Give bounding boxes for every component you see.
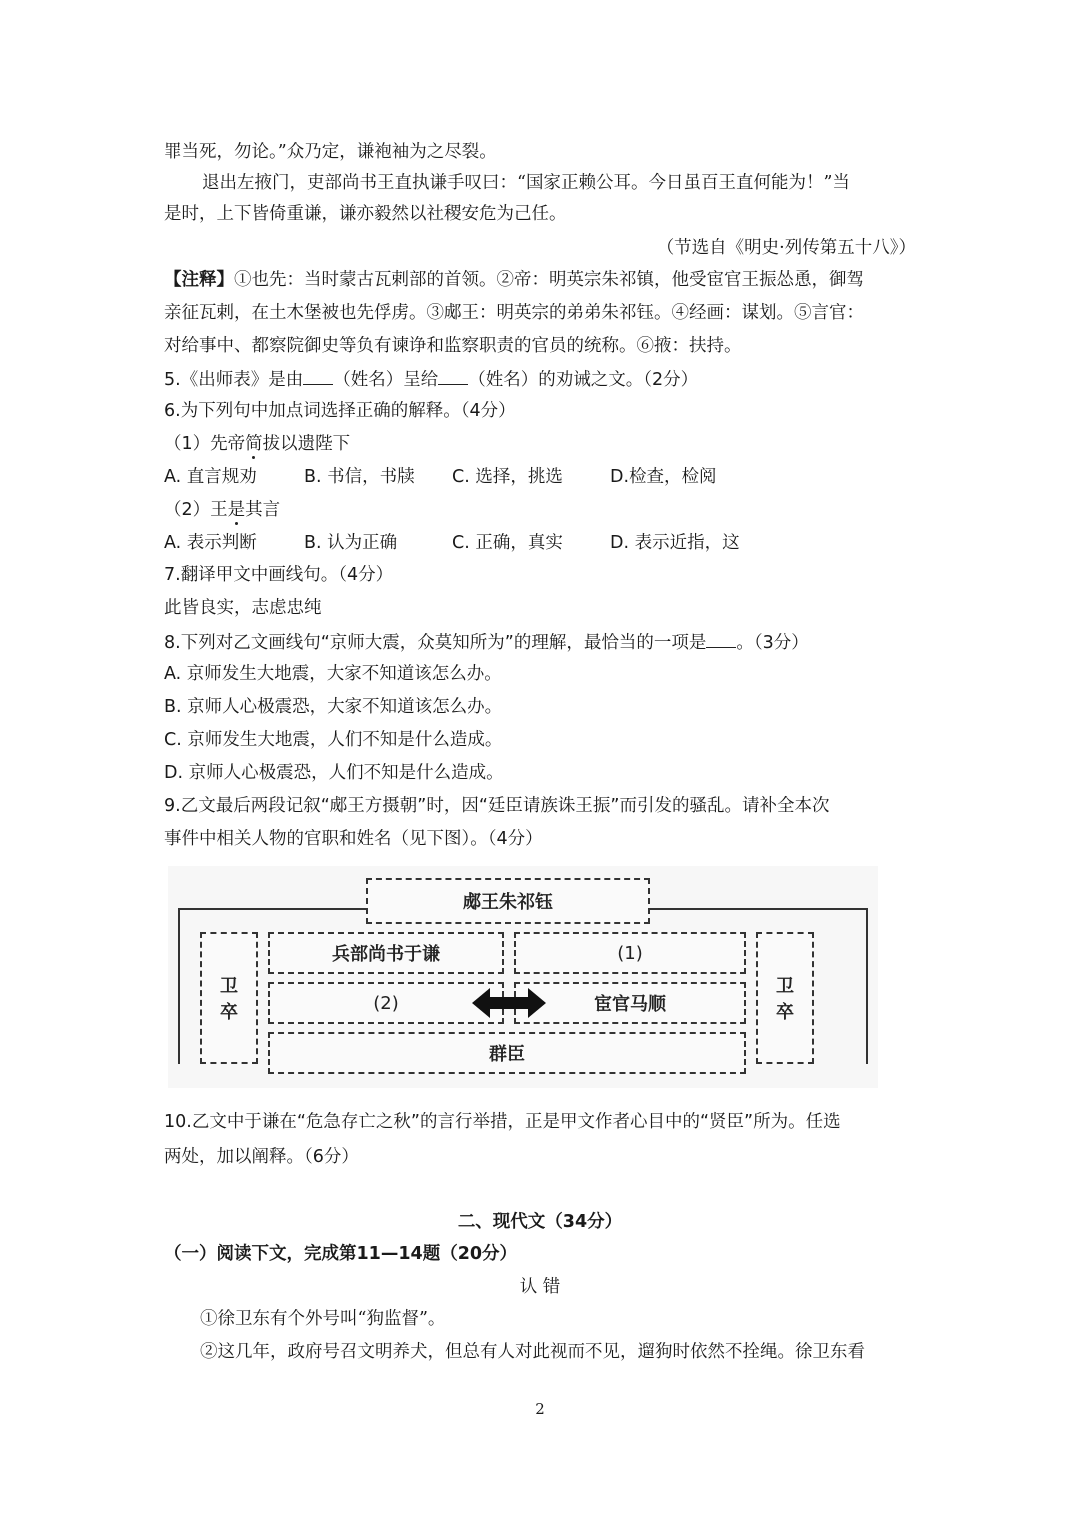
passage-line-3: 是时，上下皆倚重谦，谦亦毅然以社稷安危为己任。 <box>164 204 567 224</box>
passage-source: （节选自《明史·列传第五十八》） <box>656 238 916 258</box>
q8-option-c[interactable]: C. 京师发生大地震，人们不知是什么造成。 <box>164 730 503 750</box>
diagram-left-guard <box>200 932 258 1064</box>
question-9-line-1: 9.乙文最后两段记叙“郕王方摄朝”时，因“廷臣请族诛王振”而引发的骚乱。请补全本次 <box>164 796 830 816</box>
q6-1-option-c[interactable]: C. 选择，挑选 <box>452 467 563 487</box>
q8-option-b[interactable]: B. 京师人心极震恐，大家不知道该怎么办。 <box>164 697 503 717</box>
q6-2-option-b[interactable]: B. 认为正确 <box>304 533 398 553</box>
officials-diagram <box>168 866 878 1088</box>
q5-blank-1[interactable] <box>303 366 333 385</box>
q8-text: 8.下列对乙文画线句“京师大震，众莫知所为”的理解，最恰当的一项是 <box>164 633 707 653</box>
q6-1-option-d[interactable]: D.检查，检阅 <box>610 467 717 487</box>
q8-score: 。（3分） <box>736 633 809 653</box>
q8-option-a[interactable]: A. 京师发生大地震，大家不知道该怎么办。 <box>164 664 502 684</box>
article-title: 认 错 <box>519 1277 561 1297</box>
section-2-subtitle: （一）阅读下文，完成第11—14题（20分） <box>164 1244 518 1264</box>
question-6: 6.为下列句中加点词选择正确的解释。（4分） <box>164 401 516 421</box>
question-9-line-2: 事件中相关人物的官职和姓名（见下图）。（4分） <box>164 829 543 849</box>
notes-line-1-body: ①也先：当时蒙古瓦剌部的首领。②帝：明英宗朱祁镇，他受宦官王振怂恿，御驾 <box>234 270 864 290</box>
q6-sub-1-dotted-word: 简 <box>245 434 263 454</box>
q8-blank[interactable] <box>706 629 736 648</box>
q8-option-d[interactable]: D. 京师人心极震恐，人们不知是什么造成。 <box>164 763 504 783</box>
q6-sub-2 <box>164 498 280 522</box>
q6-sub-2-post: 其言 <box>245 500 281 520</box>
question-8 <box>164 629 809 655</box>
passage-line-1: 罪当死，勿论。”众乃定，谦袍袖为之尽裂。 <box>164 142 497 162</box>
q5-part-b: （姓名）呈给 <box>333 370 439 390</box>
notes-line-2: 亲征瓦剌，在土木堡被也先俘虏。③郕王：明英宗的弟弟朱祁钰。④经画：谋划。⑤言官： <box>164 303 864 323</box>
q5-blank-2[interactable] <box>438 366 468 385</box>
q6-sub-2-pre: （2）王 <box>164 500 228 520</box>
q5-part-a: 5.《出师表》是由 <box>164 370 304 390</box>
diagram-blank-1[interactable]: (1) <box>514 932 746 974</box>
diagram-top-box: 郕王朱祁钰 <box>366 878 650 924</box>
notes-line-3: 对给事中、都察院御史等负有谏诤和监察职责的官员的统称。⑥掖：扶持。 <box>164 336 742 356</box>
right-guard-char-1: 卫 <box>776 976 794 997</box>
diagram-box-officials: 群臣 <box>268 1032 746 1074</box>
q7-sentence: 此皆良实，志虑忠纯 <box>164 598 322 618</box>
q6-sub-2-dotted-word: 是 <box>227 500 246 520</box>
notes-tag: 【注释】 <box>164 270 234 290</box>
section-2-title: 二、现代文（34分） <box>457 1212 623 1232</box>
right-guard-char-2: 卒 <box>776 1002 794 1023</box>
left-guard-char-1: 卫 <box>220 976 238 997</box>
question-7: 7.翻译甲文中画线句。（4分） <box>164 565 394 585</box>
q6-2-option-d[interactable]: D. 表示近指，这 <box>610 533 740 553</box>
question-10-line-2: 两处，加以阐释。（6分） <box>164 1147 359 1167</box>
article-paragraph-2: ②这几年，政府号召文明养犬，但总有人对此视而不见，遛狗时依然不拴绳。徐卫东看 <box>200 1342 865 1362</box>
q6-1-option-a[interactable]: A. 直言规劝 <box>164 467 257 487</box>
left-guard-char-2: 卒 <box>220 1002 238 1023</box>
q5-part-c: （姓名）的劝诫之文。（2分） <box>468 370 699 390</box>
q6-sub-1-pre: （1）先帝 <box>164 434 246 454</box>
diagram-box-yu-qian: 兵部尚书于谦 <box>268 932 504 974</box>
double-arrow-icon <box>472 986 546 1020</box>
q6-sub-1 <box>164 432 350 456</box>
passage-line-2: 退出左掖门，吏部尚书王直执谦手叹曰：“国家正赖公耳。今日虽百王直何能为！”当 <box>202 173 850 193</box>
q6-1-option-b[interactable]: B. 书信，书牍 <box>304 467 415 487</box>
q6-sub-1-post: 拔以遗陛下 <box>262 434 351 454</box>
question-10-line-1: 10.乙文中于谦在“危急存亡之秋”的言行举措，正是甲文作者心目中的“贤臣”所为。任选 <box>164 1112 841 1132</box>
article-paragraph-1: ①徐卫东有个外号叫“狗监督”。 <box>200 1309 446 1329</box>
diagram-box-ma-shun: 宦官马顺 <box>514 982 746 1024</box>
q6-2-option-a[interactable]: A. 表示判断 <box>164 533 257 553</box>
page-number: 2 <box>535 1400 545 1418</box>
diagram-blank-2[interactable]: (2) <box>268 982 504 1024</box>
diagram-right-guard <box>756 932 814 1064</box>
notes-line-1 <box>164 268 864 292</box>
q6-2-option-c[interactable]: C. 正确，真实 <box>452 533 563 553</box>
question-5 <box>164 366 698 392</box>
